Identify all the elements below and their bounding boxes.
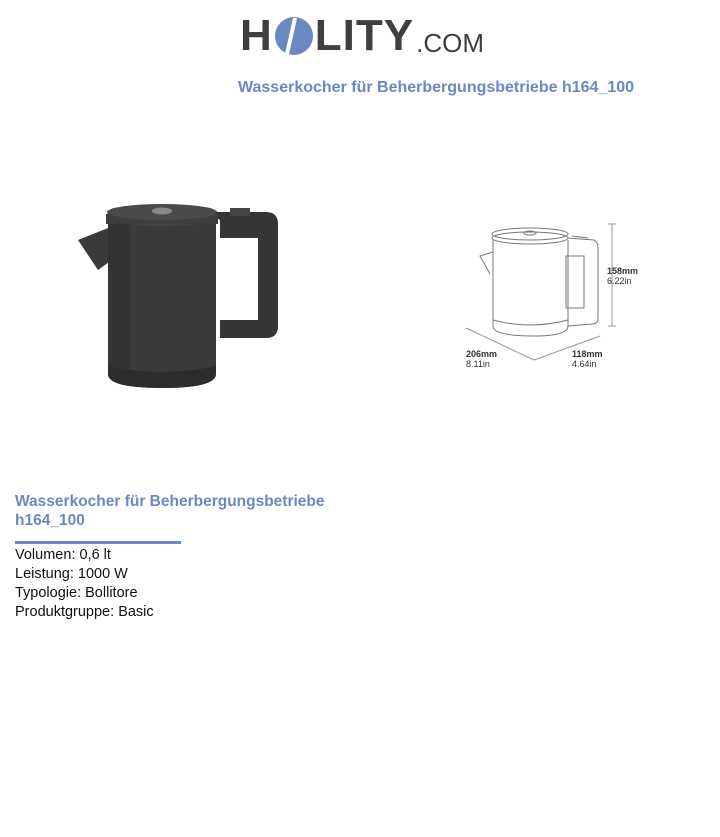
holity-logo[interactable] [240,11,484,60]
depth-mm-label: 118mm [572,349,603,359]
title-divider [15,541,181,544]
spec-item: Leistung: 1000 W [15,566,128,582]
length-in-label: 8.11in [466,359,490,369]
product-title-line2: h164_100 [15,512,85,529]
spec-item: Produktgruppe: Basic [15,604,154,620]
logo-text-lity: LITY [314,11,415,60]
product-title [15,492,375,530]
product-title-line1: Wasserkocher für Beherbergungsbetriebe [15,493,325,510]
kettle-photo [70,198,290,398]
logo-o-icon [274,16,314,56]
depth-in-label: 4.64in [572,359,597,369]
length-mm-label: 206mm [466,349,498,359]
page-title: Wasserkocher für Beherbergungsbetriebe h164_100 [238,79,635,96]
spec-list [15,546,154,622]
spec-item: Volumen: 0,6 lt [15,547,111,563]
logo-text-h: H [240,11,273,60]
height-in-label: 6.22in [607,276,632,286]
logo-suffix: .COM [416,28,484,58]
kettle-line-drawing [460,218,660,378]
spec-item: Typologie: Bollitore [15,585,138,601]
height-mm-label: 158mm [607,266,639,276]
